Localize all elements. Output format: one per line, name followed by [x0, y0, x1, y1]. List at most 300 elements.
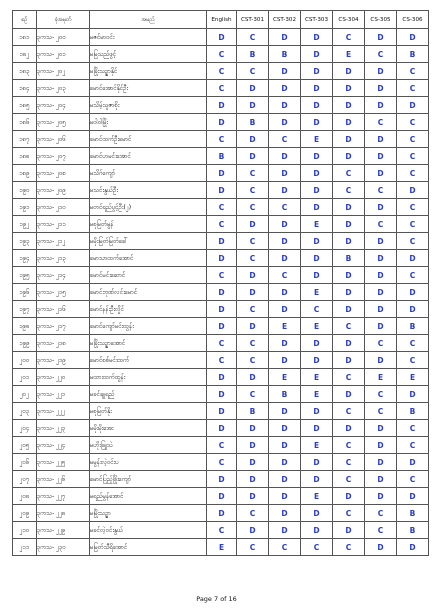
grade-cell: D	[365, 352, 397, 369]
grade-cell: C	[397, 80, 429, 97]
grade-cell: D	[365, 97, 397, 114]
grade-cell: D	[301, 267, 333, 284]
grade-cell: D	[269, 148, 301, 165]
roll-number-cell: ၃ကသ- ၂၁၆	[37, 301, 90, 318]
header-cst-301: CST-301	[237, 11, 269, 29]
grade-cell: C	[207, 80, 237, 97]
roll-number-cell: ၃ကသ- ၂၀၉	[37, 182, 90, 199]
grade-cell: D	[365, 420, 397, 437]
grade-cell: D	[365, 63, 397, 80]
roll-number-cell: ၃ကသ- ၂၀၀	[37, 29, 90, 46]
grade-cell: D	[301, 148, 333, 165]
grade-cell: D	[333, 352, 365, 369]
grade-cell: C	[237, 165, 269, 182]
grade-cell: C	[333, 182, 365, 199]
student-name-cell: မသိဂ်ကျော်	[90, 165, 207, 182]
student-name-cell: မဇင်မာဝင်း	[90, 29, 207, 46]
grade-cell: C	[237, 29, 269, 46]
grade-cell: C	[237, 505, 269, 522]
roll-number-cell: ၃ကသ- ၂၃၀	[37, 539, 90, 556]
grade-cell: D	[333, 216, 365, 233]
grade-cell: D	[237, 420, 269, 437]
grade-cell: E	[207, 539, 237, 556]
grade-cell: D	[269, 182, 301, 199]
grade-cell: D	[269, 301, 301, 318]
grade-cell: C	[269, 267, 301, 284]
serial-cell: ၁၉၇	[13, 301, 37, 318]
grade-cell: B	[397, 505, 429, 522]
serial-cell: ၂၀၂	[13, 386, 37, 403]
grade-cell: E	[301, 318, 333, 335]
table-row	[13, 165, 429, 182]
grade-cell: C	[397, 199, 429, 216]
grade-cell: D	[301, 114, 333, 131]
grade-cell: C	[365, 46, 397, 63]
grade-cell: D	[301, 454, 333, 471]
serial-cell: ၁၈၉	[13, 165, 37, 182]
grade-cell: C	[207, 352, 237, 369]
grade-cell: D	[397, 182, 429, 199]
grade-cell: D	[237, 216, 269, 233]
student-name-cell: မမိုးမြတ်မြတ်ခေါ်	[90, 233, 207, 250]
grade-cell: D	[269, 335, 301, 352]
grade-cell: C	[397, 267, 429, 284]
student-name-cell: မောင်ထက်ဦးမောင်	[90, 131, 207, 148]
student-name-cell: မစုမြတ်မွန်	[90, 216, 207, 233]
student-name-cell: မဟိုးဖြူသဲ	[90, 437, 207, 454]
grade-cell: D	[365, 199, 397, 216]
table-row	[13, 386, 429, 403]
table-row	[13, 522, 429, 539]
student-name-cell: မစုမြတ်နိုး	[90, 403, 207, 420]
serial-cell: ၂၀၇	[13, 471, 37, 488]
roll-number-cell: ၃ကသ- ၂၀၆	[37, 131, 90, 148]
table-row	[13, 369, 429, 386]
grade-cell: D	[269, 284, 301, 301]
roll-number-cell: ၃ကသ- ၂၁၈	[37, 335, 90, 352]
grade-cell: C	[269, 539, 301, 556]
grade-cell: D	[301, 182, 333, 199]
grade-cell: C	[207, 522, 237, 539]
grade-cell: E	[269, 318, 301, 335]
serial-cell: ၁၉၀	[13, 182, 37, 199]
grade-cell: C	[365, 522, 397, 539]
student-name-cell: မသိမ့်သူဇာစိုး	[90, 97, 207, 114]
student-name-cell: မတင်ရည်ပွင့်ဦး(၂)	[90, 199, 207, 216]
table-row	[13, 318, 429, 335]
grade-cell: E	[301, 437, 333, 454]
roll-number-cell: ၃ကသ- ၂၂၂	[37, 403, 90, 420]
grade-cell: D	[269, 522, 301, 539]
grade-cell: D	[333, 335, 365, 352]
table-row	[13, 352, 429, 369]
grade-cell: C	[301, 301, 333, 318]
grade-cell: C	[397, 335, 429, 352]
student-name-cell: မောင်ဘုဏ်လင်းမောင်	[90, 284, 207, 301]
grade-cell: E	[301, 284, 333, 301]
roll-number-cell: ၃ကသ- ၂၀၂	[37, 63, 90, 80]
grade-cell: C	[397, 420, 429, 437]
grade-cell: D	[365, 539, 397, 556]
student-name-cell: မမြသည်ဖွင့်	[90, 46, 207, 63]
grade-cell: D	[269, 403, 301, 420]
grade-cell: B	[269, 46, 301, 63]
grade-cell: E	[301, 488, 333, 505]
roll-number-cell: ၃ကသ- ၂၂၁	[37, 386, 90, 403]
grade-cell: C	[207, 63, 237, 80]
roll-number-cell: ၃ကသ- ၂၁၃	[37, 250, 90, 267]
grade-cell: C	[365, 216, 397, 233]
grade-cell: D	[365, 318, 397, 335]
grade-cell: C	[237, 199, 269, 216]
roll-number-cell: ၃ကသ- ၂၁၁	[37, 216, 90, 233]
grade-cell: C	[365, 335, 397, 352]
table-row	[13, 267, 429, 284]
serial-cell: ၁၉၄	[13, 250, 37, 267]
serial-cell: ၁၈၈	[13, 148, 37, 165]
table-row	[13, 471, 429, 488]
grade-cell: D	[397, 488, 429, 505]
table-row	[13, 420, 429, 437]
grade-cell: D	[333, 199, 365, 216]
grade-cell: D	[207, 488, 237, 505]
grade-cell: D	[365, 250, 397, 267]
grade-cell: D	[365, 284, 397, 301]
serial-cell: ၂၀၁	[13, 369, 37, 386]
student-name-cell: မောင်ဟမင်းအောင်	[90, 148, 207, 165]
grade-cell: B	[269, 386, 301, 403]
grade-cell: D	[207, 97, 237, 114]
serial-cell: ၁၈၇	[13, 131, 37, 148]
grade-cell: D	[301, 403, 333, 420]
table-row	[13, 403, 429, 420]
grade-cell: C	[333, 454, 365, 471]
table-row	[13, 216, 429, 233]
serial-cell: ၁၈၂	[13, 46, 37, 63]
grade-cell: C	[333, 29, 365, 46]
grade-cell: D	[301, 63, 333, 80]
grade-cell: D	[365, 131, 397, 148]
student-name-cell: မခြိုးသဉ္ဇာနိုင်	[90, 63, 207, 80]
grade-cell: E	[301, 216, 333, 233]
grade-cell: E	[333, 46, 365, 63]
grade-cell: D	[333, 420, 365, 437]
table-row	[13, 301, 429, 318]
grade-cell: D	[333, 80, 365, 97]
roll-number-cell: ၃ကသ- ၂၀၇	[37, 148, 90, 165]
roll-number-cell: ၃ကသ- ၂၁၇	[37, 318, 90, 335]
grade-cell: D	[301, 199, 333, 216]
serial-cell: ၂၀၉	[13, 505, 37, 522]
grade-cell: C	[397, 216, 429, 233]
grade-cell: D	[301, 80, 333, 97]
roll-number-cell: ၃ကသ- ၂၂၈	[37, 505, 90, 522]
serial-cell: ၁၉၉	[13, 335, 37, 352]
grade-cell: C	[207, 131, 237, 148]
grade-cell: D	[397, 454, 429, 471]
student-name-cell: မဝါဝါမြိုး	[90, 114, 207, 131]
grade-cell: C	[333, 369, 365, 386]
roll-number-cell: ၃ကသ- ၂၁၄	[37, 267, 90, 284]
grade-cell: C	[333, 403, 365, 420]
grade-cell: C	[237, 335, 269, 352]
grade-cell: D	[301, 522, 333, 539]
grade-cell: E	[365, 369, 397, 386]
grade-cell: D	[237, 284, 269, 301]
grade-cell: D	[207, 250, 237, 267]
grade-cell: D	[365, 471, 397, 488]
grade-cell: D	[365, 488, 397, 505]
grade-cell: D	[207, 301, 237, 318]
student-name-cell: မရည်မွန်အောင်	[90, 488, 207, 505]
grade-cell: D	[333, 148, 365, 165]
student-name-cell: မသင်းနွယ်ဦး	[90, 182, 207, 199]
grade-cell: D	[301, 505, 333, 522]
results-table	[12, 10, 429, 556]
grade-cell: D	[397, 250, 429, 267]
roll-number-cell: ၃ကသ- ၂၀၁	[37, 46, 90, 63]
grade-cell: D	[207, 114, 237, 131]
grade-cell: D	[207, 505, 237, 522]
student-name-cell: မထားထက်ထွန်း	[90, 369, 207, 386]
grade-cell: C	[397, 471, 429, 488]
grade-cell: B	[207, 148, 237, 165]
grade-cell: D	[397, 284, 429, 301]
grade-cell: C	[333, 505, 365, 522]
student-name-cell: မောင်ကျော်မင်းထွန်း	[90, 318, 207, 335]
grade-cell: D	[207, 420, 237, 437]
grade-cell: C	[207, 267, 237, 284]
grade-cell: C	[237, 386, 269, 403]
grade-cell: D	[269, 471, 301, 488]
roll-number-cell: ၃ကသ- ၂၂၉	[37, 522, 90, 539]
roll-number-cell: ၃ကသ- ၂၀၅	[37, 114, 90, 131]
student-name-cell: မမိုးမိုးအေး	[90, 420, 207, 437]
grade-cell: B	[333, 250, 365, 267]
table-row	[13, 505, 429, 522]
grade-cell: D	[207, 182, 237, 199]
grade-cell: D	[301, 97, 333, 114]
table-row	[13, 80, 429, 97]
grade-cell: E	[301, 369, 333, 386]
serial-cell: ၂၁၁	[13, 539, 37, 556]
header-cs-304: CS-304	[333, 11, 365, 29]
grade-cell: D	[207, 471, 237, 488]
grade-cell: D	[333, 63, 365, 80]
grade-cell: D	[207, 284, 237, 301]
roll-number-cell: ၃ကသ- ၂၁၅	[37, 284, 90, 301]
grade-cell: C	[397, 437, 429, 454]
grade-cell: D	[237, 131, 269, 148]
header-roll: ခုံအမှတ်	[37, 11, 90, 29]
table-row	[13, 148, 429, 165]
grade-cell: D	[301, 352, 333, 369]
grade-cell: C	[207, 216, 237, 233]
grade-cell: B	[397, 522, 429, 539]
grade-cell: C	[207, 199, 237, 216]
grade-cell: C	[365, 386, 397, 403]
header-cs-306: CS-306	[397, 11, 429, 29]
serial-cell: ၁၈၄	[13, 80, 37, 97]
serial-cell: ၂၀၆	[13, 454, 37, 471]
student-name-cell: မောင်နန်းဦးလှိုင်	[90, 301, 207, 318]
serial-cell: ၁၉၅	[13, 267, 37, 284]
grade-cell: D	[333, 114, 365, 131]
table-row	[13, 335, 429, 352]
grade-cell: D	[365, 29, 397, 46]
grade-cell: C	[365, 403, 397, 420]
grade-cell: C	[397, 131, 429, 148]
roll-number-cell: ၃ကသ- ၂၂၇	[37, 488, 90, 505]
grade-cell: C	[365, 182, 397, 199]
grade-cell: D	[301, 420, 333, 437]
table-row	[13, 250, 429, 267]
grade-cell: D	[333, 301, 365, 318]
grade-cell: D	[269, 420, 301, 437]
grade-cell: D	[397, 97, 429, 114]
serial-cell: ၁၉၁	[13, 199, 37, 216]
table-row	[13, 46, 429, 63]
table-row	[13, 454, 429, 471]
student-name-cell: မောင်စစ်မင်းထက်	[90, 352, 207, 369]
header-english: English	[207, 11, 237, 29]
grade-cell: C	[397, 233, 429, 250]
table-row	[13, 199, 429, 216]
grade-cell: D	[301, 29, 333, 46]
roll-number-cell: ၃ကသ- ၂၂၄	[37, 437, 90, 454]
serial-cell: ၁၈၆	[13, 114, 37, 131]
grade-cell: D	[301, 471, 333, 488]
student-name-cell: မောသာထက်အောင်	[90, 250, 207, 267]
grade-cell: B	[397, 403, 429, 420]
grade-cell: C	[301, 539, 333, 556]
grade-cell: C	[207, 46, 237, 63]
serial-cell: ၁၈၅	[13, 97, 37, 114]
student-name-cell: မောင်မင်းဆောင်	[90, 267, 207, 284]
serial-cell: ၁၉၃	[13, 233, 37, 250]
header-serial: စဉ်	[13, 11, 37, 29]
serial-cell: ၂၀၈	[13, 488, 37, 505]
grade-cell: D	[237, 522, 269, 539]
grade-cell: D	[207, 369, 237, 386]
grade-cell: D	[333, 131, 365, 148]
serial-cell: ၂၀၀	[13, 352, 37, 369]
grade-cell: C	[237, 233, 269, 250]
table-row	[13, 29, 429, 46]
grade-cell: D	[269, 80, 301, 97]
student-name-cell: မောင်ပြည့်ဖြိုးကျော်	[90, 471, 207, 488]
roll-number-cell: ၃ကသ- ၂၂၃	[37, 420, 90, 437]
table-row	[13, 182, 429, 199]
grade-cell: D	[301, 46, 333, 63]
header-name: အမည်	[90, 11, 207, 29]
table-row	[13, 284, 429, 301]
grade-cell: C	[237, 539, 269, 556]
grade-cell: D	[301, 165, 333, 182]
grade-cell: C	[397, 114, 429, 131]
roll-number-cell: ၃ကသ- ၂၂၀	[37, 369, 90, 386]
grade-cell: C	[333, 165, 365, 182]
grade-cell: D	[237, 369, 269, 386]
student-name-cell: မောင်အောင်နိုင်ဦး	[90, 80, 207, 97]
grade-cell: D	[237, 318, 269, 335]
grade-cell: D	[397, 386, 429, 403]
student-name-cell: မခြိုးသဉ္ဇာအောင်	[90, 335, 207, 352]
grade-cell: D	[207, 318, 237, 335]
grade-cell: D	[269, 114, 301, 131]
grade-cell: D	[269, 488, 301, 505]
grade-cell: D	[333, 97, 365, 114]
grade-cell: C	[269, 199, 301, 216]
grade-cell: D	[365, 148, 397, 165]
grade-cell: D	[237, 97, 269, 114]
table-row	[13, 488, 429, 505]
grade-cell: C	[207, 437, 237, 454]
grade-cell: D	[269, 165, 301, 182]
serial-cell: ၁၉၆	[13, 284, 37, 301]
grade-cell: D	[365, 233, 397, 250]
grade-cell: B	[237, 46, 269, 63]
serial-cell: ၂၀၅	[13, 437, 37, 454]
grade-cell: D	[237, 148, 269, 165]
grade-cell: C	[269, 131, 301, 148]
grade-cell: C	[397, 352, 429, 369]
grade-cell: D	[365, 301, 397, 318]
serial-cell: ၁၉၈	[13, 318, 37, 335]
grade-cell: D	[269, 216, 301, 233]
grade-cell: C	[237, 182, 269, 199]
grade-cell: D	[269, 63, 301, 80]
grade-cell: E	[301, 386, 333, 403]
roll-number-cell: ၃ကသ- ၂၁၉	[37, 352, 90, 369]
grade-cell: D	[301, 250, 333, 267]
grade-cell: C	[237, 301, 269, 318]
grade-cell: D	[237, 267, 269, 284]
grade-cell: C	[397, 165, 429, 182]
table-row	[13, 114, 429, 131]
grade-cell: D	[397, 29, 429, 46]
grade-cell: D	[269, 437, 301, 454]
grade-cell: C	[207, 335, 237, 352]
grade-cell: C	[397, 148, 429, 165]
grade-cell: D	[269, 352, 301, 369]
grade-cell: D	[207, 233, 237, 250]
grade-cell: D	[397, 539, 429, 556]
grade-cell: D	[333, 233, 365, 250]
grade-cell: D	[301, 233, 333, 250]
table-row	[13, 539, 429, 556]
grade-cell: D	[207, 403, 237, 420]
roll-number-cell: ၃ကသ- ၂၀၈	[37, 165, 90, 182]
grade-cell: E	[301, 131, 333, 148]
grade-cell: D	[269, 233, 301, 250]
table-row	[13, 233, 429, 250]
grade-cell: B	[237, 403, 269, 420]
grade-cell: B	[237, 114, 269, 131]
grade-cell: D	[365, 437, 397, 454]
grade-cell: D	[237, 437, 269, 454]
grade-cell: D	[365, 267, 397, 284]
grade-cell: D	[333, 488, 365, 505]
grade-cell: C	[397, 63, 429, 80]
grade-cell: D	[333, 386, 365, 403]
roll-number-cell: ၃ကသ- ၂၂၅	[37, 454, 90, 471]
grade-cell: C	[333, 318, 365, 335]
student-name-cell: မမွန်းလဲ့ဝင်းပ	[90, 454, 207, 471]
grade-cell: D	[333, 284, 365, 301]
roll-number-cell: ၃ကသ- ၂၀၄	[37, 97, 90, 114]
roll-number-cell: ၃ကသ- ၂၁၀	[37, 199, 90, 216]
